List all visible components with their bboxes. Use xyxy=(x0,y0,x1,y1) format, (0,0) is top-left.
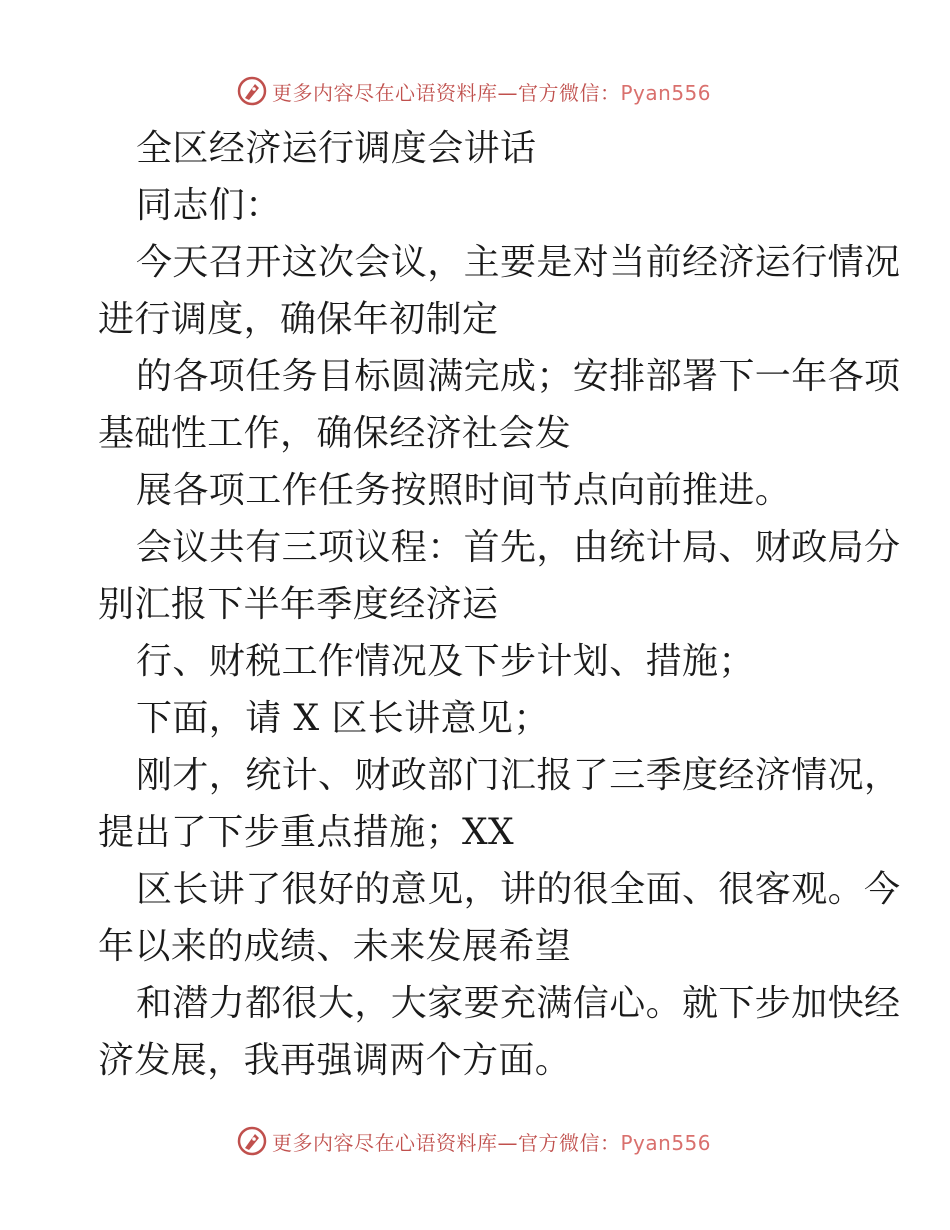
document-body xyxy=(98,120,901,1089)
document-title: 全区经济运行调度会讲话 xyxy=(136,128,537,169)
text-line: 进行调度，确保年初制定 xyxy=(98,299,499,340)
text-line: 行、财税工作情况及下步计划、措施； xyxy=(136,641,755,682)
text-line: 展各项工作任务按照时间节点向前推进。 xyxy=(136,470,792,511)
pen-nib-logo-icon xyxy=(236,1125,268,1157)
text-line: 济发展，我再强调两个方面。 xyxy=(98,1040,572,1081)
text-line: 的各项任务目标圆满完成；安排部署下一年各项 xyxy=(136,356,901,397)
text-line: 下面，请 X 区长讲意见； xyxy=(136,698,550,739)
watermark-wechat-id: Pyan556 xyxy=(620,1130,712,1155)
text-line: 提出了下步重点措施；XX xyxy=(98,812,515,853)
text-line: 同志们： xyxy=(136,185,282,226)
watermark-wechat-id: Pyan556 xyxy=(620,80,712,105)
text-line: 会议共有三项议程：首先，由统计局、财政局分 xyxy=(136,527,901,568)
footer-watermark xyxy=(236,1124,711,1158)
text-line: 别汇报下半年季度经济运 xyxy=(98,584,499,625)
pen-nib-logo-icon xyxy=(236,75,268,107)
watermark-text: 更多内容尽在心语资料库—官方微信：Pyan556 xyxy=(272,80,712,105)
header-watermark xyxy=(236,74,711,108)
text-line: 年以来的成绩、未来发展希望 xyxy=(98,926,572,967)
watermark-text: 更多内容尽在心语资料库—官方微信：Pyan556 xyxy=(272,1130,712,1155)
text-line: 刚才，统计、财政部门汇报了三季度经济情况， xyxy=(136,755,901,796)
text-line: 今天召开这次会议，主要是对当前经济运行情况 xyxy=(136,242,901,283)
text-line: 基础性工作，确保经济社会发 xyxy=(98,413,572,454)
text-line: 区长讲了很好的意见，讲的很全面、很客观。今 xyxy=(136,869,901,910)
text-line: 和潜力都很大，大家要充满信心。就下步加快经 xyxy=(136,983,901,1024)
